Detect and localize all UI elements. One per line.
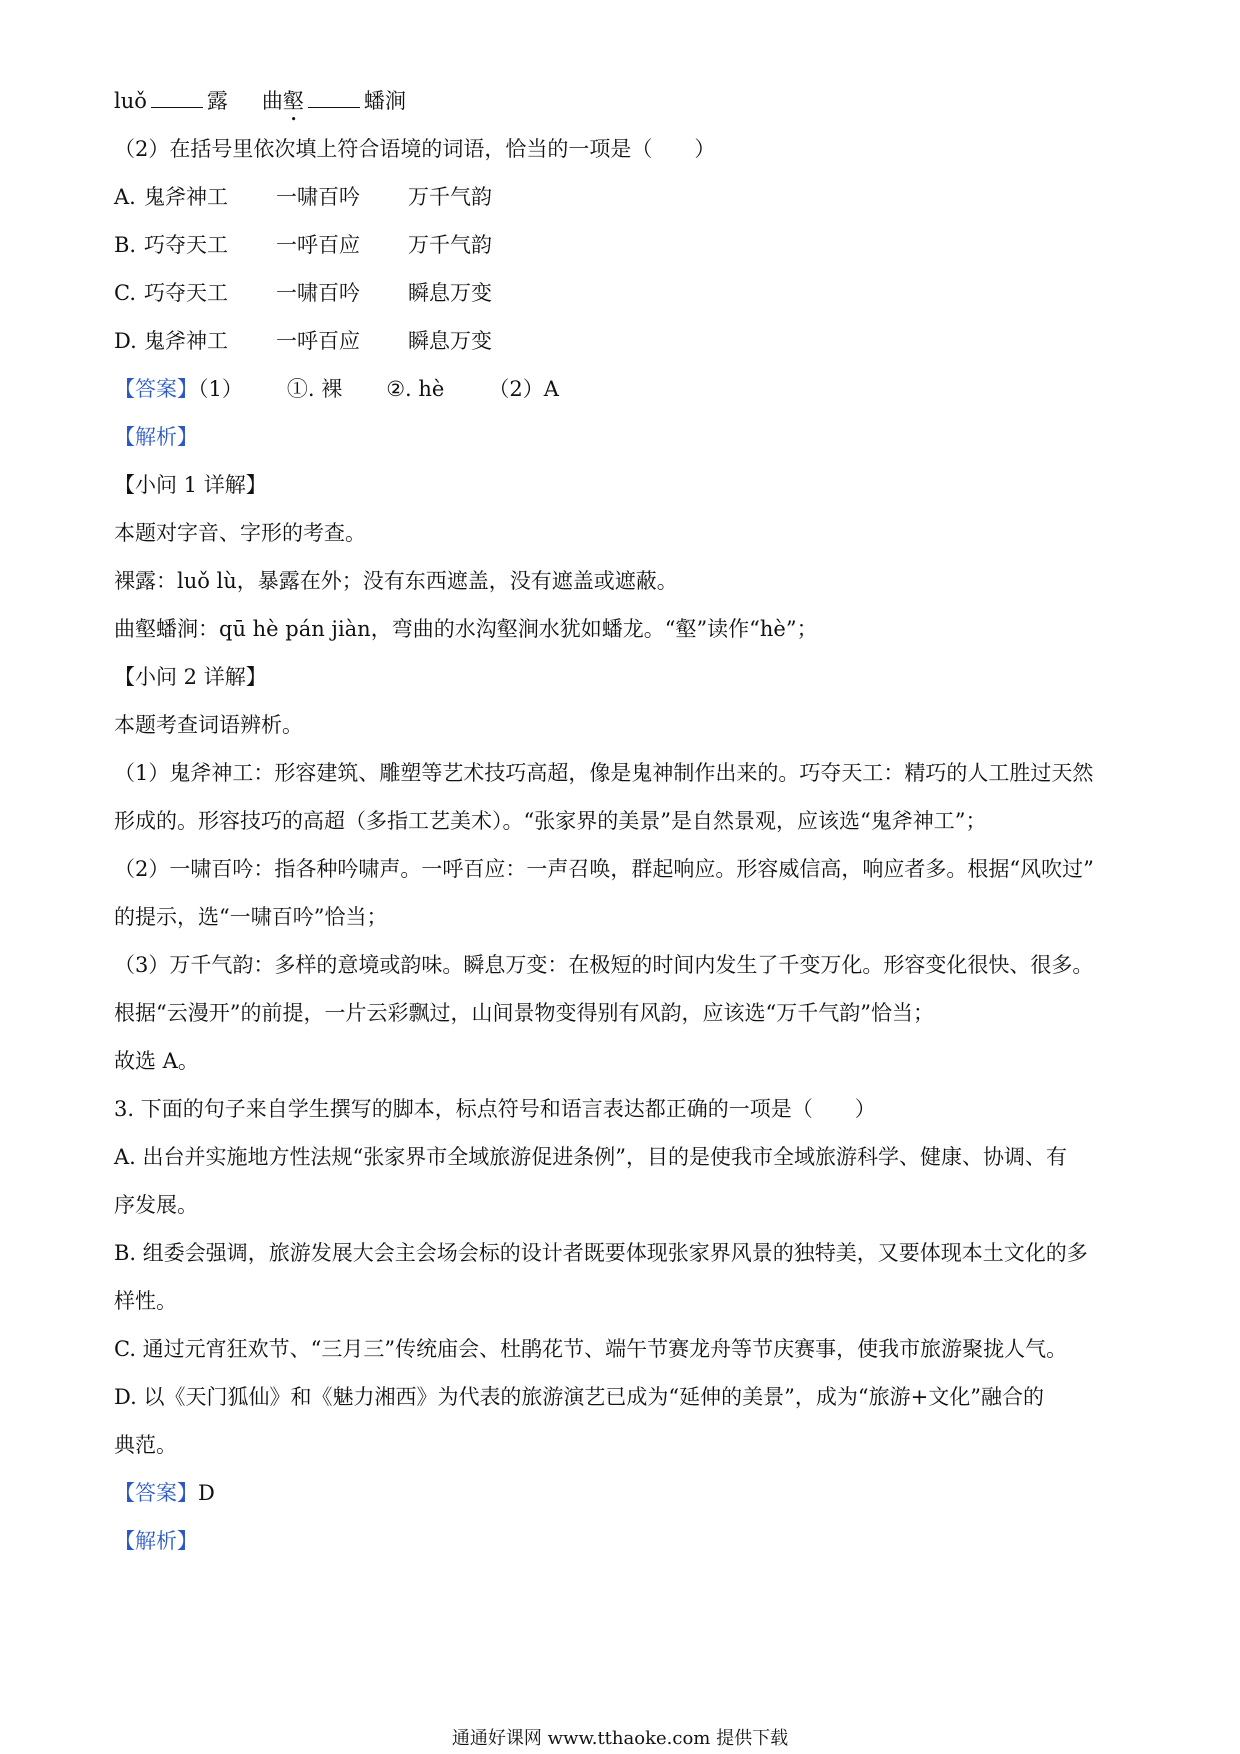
- analysis-tag-1: 【解析】: [114, 425, 198, 449]
- option-b: [114, 230, 492, 260]
- option-a: [114, 182, 492, 212]
- detail-1-heading: 【小问 1 详解】: [114, 473, 267, 497]
- q3-option-line: D. 以《天门狐仙》和《魅力湘西》为代表的旅游演艺已成为“延伸的美景”，成为“旅游+文化”融合的: [114, 1385, 1044, 1409]
- word-lu: 露: [206, 89, 228, 113]
- option-word-1: 鬼斧神工: [144, 185, 228, 209]
- detail-2-line: （2）一啸百吟：指各种吟啸声。一呼百应：一声召唤，群起响应。形容威信高，响应者多。根据“风吹过”: [114, 857, 1094, 881]
- word-panjian: 蟠涧: [363, 89, 406, 113]
- detail-2-line: 形成的。形容技巧的高超（多指工艺美术）。“张家界的美景”是自然景观，应该选“鬼斧神工”；: [114, 809, 987, 833]
- blank-1: [151, 89, 203, 108]
- option-d: [114, 326, 492, 356]
- answer-part-4: （2）A: [488, 377, 559, 401]
- detail-2-line: （3）万千气韵：多样的意境或韵味。瞬息万变：在极短的时间内发生了千变万化。形容变化很快、很多。: [114, 953, 1094, 977]
- answer-line-1: [114, 374, 559, 404]
- option-label: B.: [114, 233, 137, 257]
- option-word-3: 瞬息万变: [408, 329, 492, 353]
- option-label: C.: [114, 281, 136, 305]
- fill-blank-line: [114, 86, 406, 126]
- detail-2-line: 本题考查词语辨析。: [114, 713, 303, 737]
- answer-tag: 【答案】: [114, 1481, 198, 1505]
- q3-option-line: A. 出台并实施地方性法规“张家界市全域旅游促进条例”，目的是使我市全域旅游科学、健康、协调、有: [114, 1145, 1067, 1169]
- detail-2-heading: 【小问 2 详解】: [114, 665, 267, 689]
- option-word-3: 万千气韵: [408, 233, 492, 257]
- q3-option-line: B. 组委会强调，旅游发展大会主会场会标的设计者既要体现张家界风景的独特美，又要体现本土文化的多: [114, 1241, 1088, 1265]
- option-word-2: 一啸百吟: [276, 281, 360, 305]
- q3-option-line: C. 通过元宵狂欢节、“三月三”传统庙会、杜鹃花节、端午节赛龙舟等节庆赛事，使我市旅游聚拢人气。: [114, 1337, 1068, 1361]
- option-word-1: 鬼斧神工: [144, 329, 228, 353]
- option-label: D.: [114, 329, 137, 353]
- q3-option-line: 典范。: [114, 1433, 177, 1457]
- detail-2-line: 故选 A。: [114, 1049, 199, 1073]
- option-word-3: 万千气韵: [408, 185, 492, 209]
- detail-2-line: （1）鬼斧神工：形容建筑、雕塑等艺术技巧高超，像是鬼神制作出来的。巧夺天工：精巧的人工胜过天然: [114, 761, 1094, 785]
- q3-option-line: 序发展。: [114, 1193, 198, 1217]
- option-label: A.: [114, 185, 136, 209]
- option-word-3: 瞬息万变: [408, 281, 492, 305]
- sub2-question: （2）在括号里依次填上符合语境的词语，恰当的一项是（ ）: [114, 137, 716, 161]
- word-qu: 曲: [261, 89, 283, 113]
- detail-2-line: 的提示，选“一啸百吟”恰当；: [114, 905, 388, 929]
- answer-part-1: （1）: [198, 377, 243, 401]
- q3-option-line: 样性。: [114, 1289, 177, 1313]
- detail-1-line: 曲壑蟠涧：qū hè pán jiàn，弯曲的水沟壑涧水犹如蟠龙。“壑”读作“hè”；: [114, 617, 818, 641]
- answer-part-2: ①. 裸: [286, 377, 343, 401]
- option-word-2: 一啸百吟: [276, 185, 360, 209]
- question-3: 3. 下面的句子来自学生撰写的脚本，标点符号和语言表达都正确的一项是（ ）: [114, 1097, 876, 1121]
- dotted-char-he: 壑: [282, 89, 304, 113]
- answer-part-3: ②. hè: [386, 377, 445, 401]
- option-c: [114, 278, 492, 308]
- detail-1-line: 裸露：luǒ lù，暴露在外；没有东西遮盖，没有遮盖或遮蔽。: [114, 569, 678, 593]
- answer-tag: 【答案】: [114, 377, 198, 401]
- option-word-2: 一呼百应: [276, 329, 360, 353]
- blank-2: [308, 89, 360, 108]
- option-word-2: 一呼百应: [276, 233, 360, 257]
- option-word-1: 巧夺天工: [144, 233, 228, 257]
- answer-value: D: [198, 1481, 215, 1505]
- detail-1-line: 本题对字音、字形的考查。: [114, 521, 366, 545]
- pinyin-luo: luǒ: [114, 89, 147, 113]
- page-footer: 通通好课网 www.tthaoke.com 提供下载: [451, 1728, 789, 1749]
- answer-line-3: [114, 1478, 215, 1508]
- analysis-tag-3: 【解析】: [114, 1529, 198, 1553]
- option-word-1: 巧夺天工: [144, 281, 228, 305]
- detail-2-line: 根据“云漫开”的前提，一片云彩飘过，山间景物变得别有风韵，应该选“万千气韵”恰当；: [114, 1001, 934, 1025]
